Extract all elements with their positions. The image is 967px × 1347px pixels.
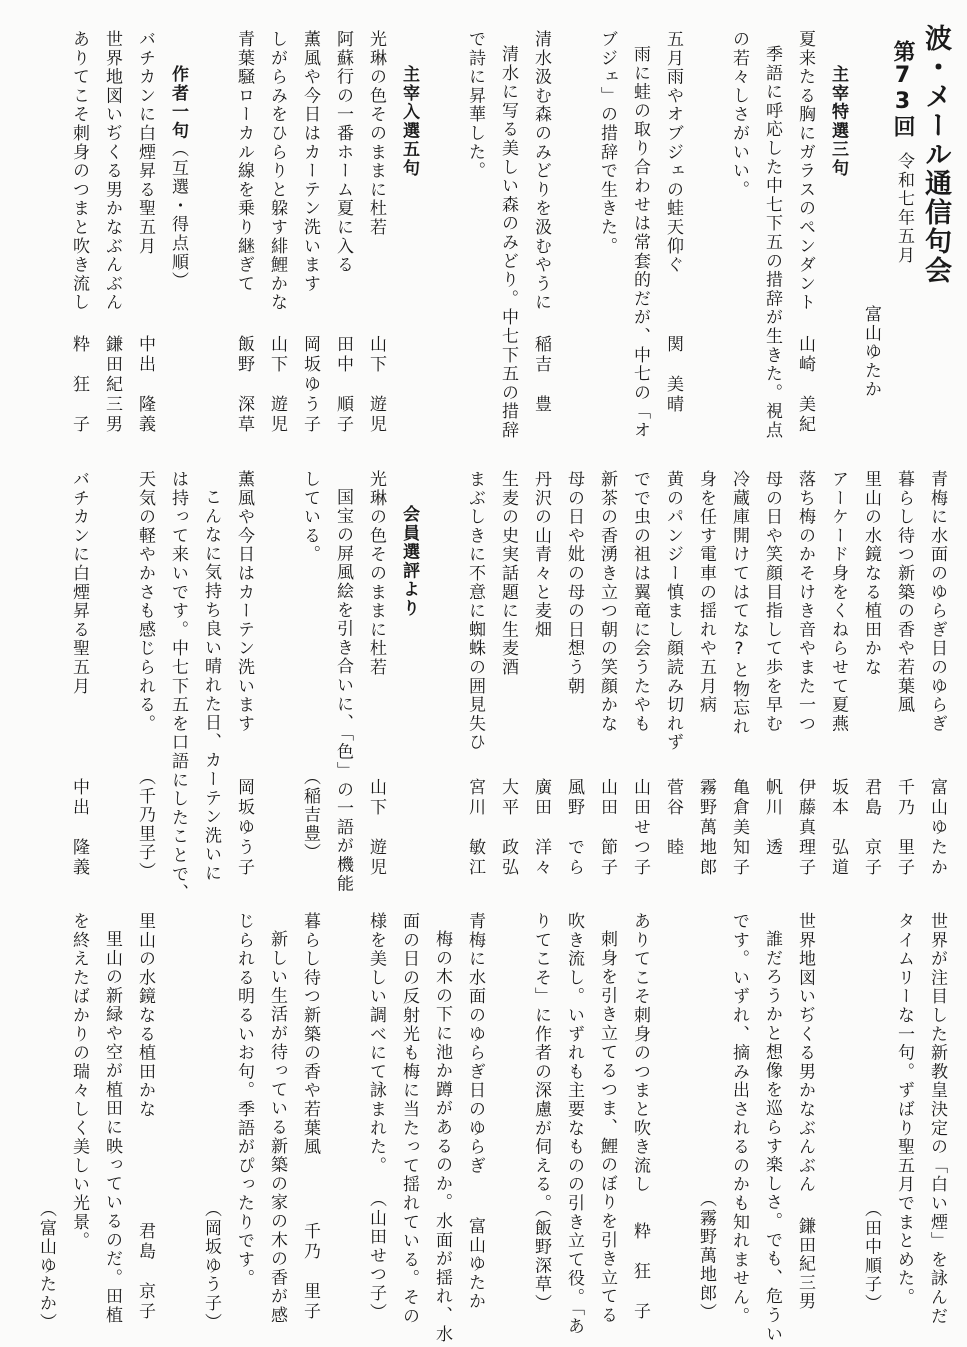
poet-name: 坂本 弘道 <box>828 778 848 878</box>
poet-name: 山下 遊児 <box>366 335 386 435</box>
reviewer-name: （田中順子） <box>861 1200 881 1313</box>
section-heading-nyusen: 主宰入選五句 <box>399 65 419 178</box>
poet-name: 千乃 里子 <box>300 1222 320 1322</box>
haiku-text: 暮らし待つ新築の香や若葉風 <box>894 470 914 715</box>
comment-line: タイムリーな一句。ずばり聖五月でまとめた。 <box>894 912 914 1307</box>
poet-name: 富山ゆたか <box>927 778 947 878</box>
page-title: 波・メール通信句会 <box>920 24 951 285</box>
poet-name: 田中 順子 <box>333 335 353 435</box>
poet-name: 山田 節子 <box>597 778 617 878</box>
section-heading-reviews: 会員選評より <box>399 505 419 618</box>
comment-line: を終えたばかりの瑞々しく美しい光景。 <box>69 912 89 1251</box>
poet-name: 中出 隆義 <box>69 778 89 878</box>
haiku-text: 世界地図いぢくる男かなぶんぶん <box>795 912 815 1194</box>
poet-name: 菅谷 睦 <box>663 778 683 858</box>
comment-line: 刺身を引き立てるつま、鯉のぼりを引き立てる <box>597 930 617 1325</box>
haiku-text: 黄のパンジー慎まし顔読み切れず <box>663 470 683 752</box>
haiku-text: しがらみをひらりと躱す緋鯉かな <box>267 30 287 312</box>
poet-name: 岡坂ゆう子 <box>234 778 254 878</box>
poet-name: 君島 京子 <box>861 778 881 878</box>
haiku-text: 五月雨やオブジェの蛙天仰ぐ <box>663 30 683 275</box>
comment-line: こんなに気持ち良い晴れた日、カーテン洗いに <box>201 488 221 883</box>
reviewer-name: （富山ゆたか） <box>36 1200 56 1332</box>
comment-line: は持って来いです。中七下五を口語にしたことで、 <box>168 470 188 903</box>
comment-line: 季語に呼応した中七下五の措辞が生きた。視点 <box>762 45 782 440</box>
poet-name: 関 美晴 <box>663 335 683 415</box>
haiku-text: 落ち梅のかそけき音やまた一つ <box>795 470 815 734</box>
haiku-text: 里山の水鏡なる植田かな <box>135 912 155 1119</box>
poet-name: 風野 でら <box>564 778 584 878</box>
comment-line: 天気の軽やかさも感じられる。 <box>135 470 155 734</box>
issue-date: 令和七年五月 <box>894 152 914 265</box>
poet-name: 君島 京子 <box>135 1222 155 1322</box>
poet-name: 富山ゆたか <box>465 1217 485 1311</box>
haiku-text: バチカンに白煙昇る聖五月 <box>69 470 89 696</box>
poet-name: 山田せつ子 <box>630 778 650 878</box>
haiku-text: 青梅に水面のゆらぎ日のゆらぎ <box>465 912 485 1176</box>
issue-number: 第73回 <box>890 40 915 138</box>
comment-line: りてこそ」に作者の深慮が伺える。 <box>531 912 551 1213</box>
comment-line: 面の日の反射光も梅に当たって揺れている。その <box>399 912 419 1326</box>
poet-name: 岡坂ゆう子 <box>300 335 320 435</box>
comment-line: で詩に昇華した。 <box>465 30 485 181</box>
reviewer-name: （岡坂ゆう子） <box>201 1200 221 1332</box>
comment-line: 雨に蛙の取り合わせは常套的だが、中七の「オ <box>630 45 650 440</box>
comment-line: 誰だろうかと想像を巡らす楽しさ。でも、危うい <box>762 930 782 1344</box>
haiku-text: 新茶の香湧き立つ朝の笑顔かな <box>597 470 617 734</box>
haiku-text: ありてこそ刺身のつまと吹き流し <box>630 912 650 1194</box>
poet-name: 帆川 透 <box>762 778 782 858</box>
haiku-text: 光琳の色そのままに杜若 <box>366 470 386 677</box>
haiku-text: 暮らし待つ新築の香や若葉風 <box>300 912 320 1157</box>
section-heading-author-pick: 作者一句 <box>168 65 188 141</box>
comment-line: 新しい生活が待っている新築の家の木の香が感 <box>267 930 287 1325</box>
poet-name: 稲吉 豊 <box>531 335 551 415</box>
haiku-text: 光琳の色そのままに杜若 <box>366 30 386 237</box>
comment-line: 様を美しい調べにて詠まれた。 <box>366 912 386 1176</box>
haiku-text: まぶしきに不意に蜘蛛の囲見失ひ <box>465 470 485 752</box>
haiku-text: 夏来たる胸にガラスのペンダント <box>795 30 815 312</box>
reviewer-name: （霧野萬地郎） <box>696 1190 716 1322</box>
comment-line: 里山の新緑や空が植田に映っているのだ。田植 <box>102 930 122 1325</box>
haiku-text: 生麦の史実話題に生麦酒 <box>498 470 518 677</box>
poet-name: 大平 政弘 <box>498 778 518 878</box>
haiku-text: 世界地図いぢくる男かなぶんぶん <box>102 30 122 312</box>
haiku-text: 青葉騒ローカル線を乗り継ぎて <box>234 30 254 294</box>
haiku-text: 里山の水鏡なる植田かな <box>861 470 881 677</box>
comment-line: です。いずれ、摘み出されるのかも知れません。 <box>729 912 749 1326</box>
section-heading-special: 主宰特選三句 <box>828 65 848 178</box>
haiku-text: 母の日や笑顔目指して歩を早む <box>762 470 782 734</box>
poet-name: 鎌田紀三男 <box>102 335 122 435</box>
poet-name: 宮川 敏江 <box>465 778 485 878</box>
haiku-text: バチカンに白煙昇る聖五月 <box>135 30 155 256</box>
haiku-text: ありてこそ刺身のつまと吹き流し <box>69 30 89 312</box>
comment-line: じられる明るいお句。季語がぴったりです。 <box>234 912 254 1288</box>
poet-name: 伊藤真理子 <box>795 778 815 878</box>
poet-name: 飯野 深草 <box>234 335 254 435</box>
comment-line: 吹き流し。いずれも主要なものの引き立て役。「あ <box>564 912 584 1336</box>
poet-name: 亀倉美知子 <box>729 778 749 878</box>
haiku-text: 母の日や妣の母の日想う朝 <box>564 470 584 696</box>
poet-name: 廣田 洋々 <box>531 778 551 878</box>
haiku-text: 阿蘇行の一番ホーム夏に入る <box>333 30 353 275</box>
poet-name: 粋 狂 子 <box>69 335 89 435</box>
comment-line: ブジェ」の措辞で生きた。 <box>597 30 617 256</box>
section-subheading: （互選・得点順） <box>168 140 188 291</box>
author-name: 富山ゆたか <box>861 305 881 399</box>
comment-line: 世界が注目した新教皇決定の「白い煙」を詠んだ <box>927 912 947 1326</box>
haiku-text: 青梅に水面のゆらぎ日のゆらぎ <box>927 470 947 734</box>
haiku-text: 丹沢の山青々と麦畑 <box>531 470 551 640</box>
poet-name: 粋 狂 子 <box>630 1222 650 1322</box>
comment-line: 国宝の屏風絵を引き合いに、「色」の一語が機能 <box>333 488 353 894</box>
poet-name: 山下 遊児 <box>267 335 287 435</box>
poet-name: 山崎 美紀 <box>795 335 815 435</box>
poet-name: 中出 隆義 <box>135 335 155 435</box>
haiku-text: 身を任す電車の揺れや五月病 <box>696 470 716 715</box>
poet-name: 山下 遊児 <box>366 778 386 878</box>
reviewer-name: （千乃里子） <box>135 768 155 881</box>
haiku-text: でで虫の祖は翼竜に会うたやも <box>630 470 650 734</box>
reviewer-name: （山田せつ子） <box>366 1190 386 1322</box>
poet-name: 千乃 里子 <box>894 778 914 878</box>
poet-name: 鎌田紀三男 <box>795 1217 815 1311</box>
reviewer-name: （稲吉豊） <box>300 768 320 862</box>
haiku-text: 薫風や今日はカーテン洗います <box>234 470 254 734</box>
haiku-text: アーケード身をくねらせて夏燕 <box>828 470 848 734</box>
comment-line: 梅の木の下に池か蹲があるのか。水面が揺れ、水 <box>432 930 452 1344</box>
comment-line: している。 <box>300 470 320 564</box>
haiku-text: 薫風や今日はカーテン洗います <box>300 30 320 294</box>
haiku-text: 冷蔵庫開けてはてな?と物忘れ <box>729 470 749 737</box>
reviewer-name: （飯野深草） <box>531 1200 551 1313</box>
poet-name: 霧野萬地郎 <box>696 778 716 878</box>
comment-line: 清水に写る美しい森のみどり。中七下五の措辞 <box>498 45 518 440</box>
haiku-text: 清水汲む森のみどりを汲むやうに <box>531 30 551 312</box>
comment-line: の若々しさがいい。 <box>729 30 749 200</box>
